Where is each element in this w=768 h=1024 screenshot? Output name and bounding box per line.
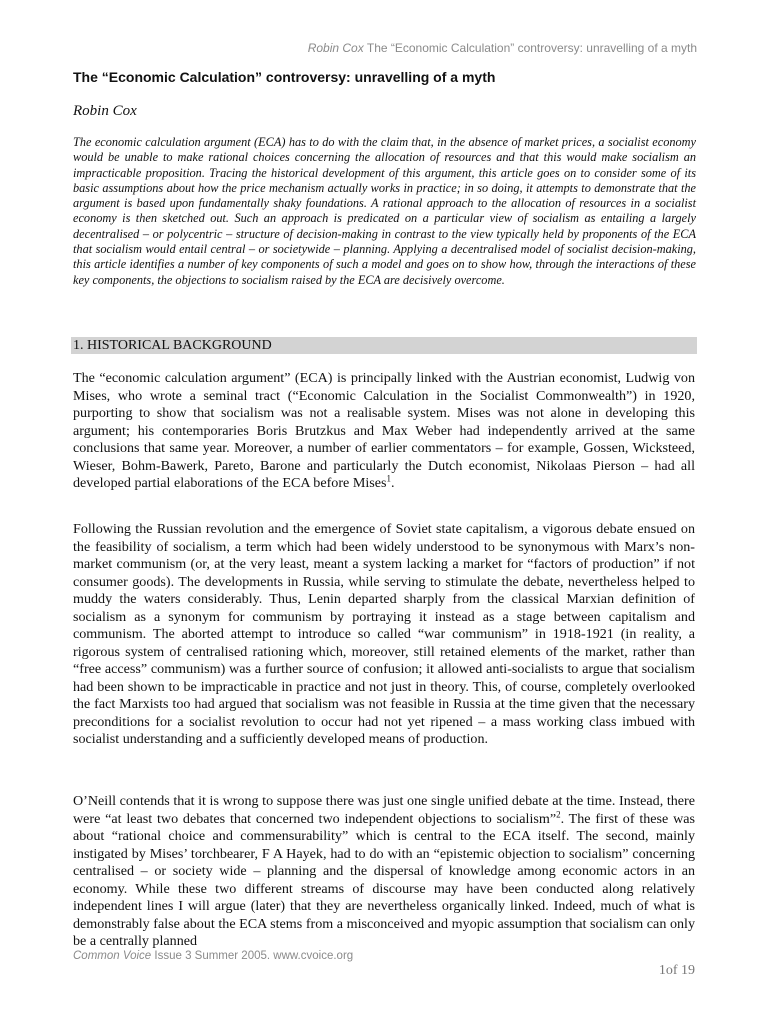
page-number: 1of 19 (658, 963, 695, 978)
footer-publication: Common Voice (73, 950, 152, 962)
paragraph-text-before: O’Neill contends that it is wrong to suppose there was just one single unified debate at the time. Instead, there were “at least two debates that concerned two independent objections to socialism” (73, 793, 695, 827)
footnote-ref-1[interactable]: 1 (386, 473, 391, 484)
running-header-author: Robin Cox (307, 41, 364, 55)
page-footer (73, 950, 353, 962)
body-paragraph-3 (73, 793, 695, 951)
article-title: The “Economic Calculation” controversy: unravelling of a myth (73, 69, 496, 85)
section-heading: 1. HISTORICAL BACKGROUND (73, 338, 272, 353)
paragraph-text: Following the Russian revolution and the emergence of Soviet state capitalism, a vigorous debate ensued on the feasibility of socialism, a term which had been widely understood to be synonymous with Marx’s non-market communism (or, at the very least, meant a system lacking a market for “factors of production” if not consumer goods). The developments in Russia, while serving to stimulate the debate, nevertheless helped to muddy the waters considerably. Thus, Lenin departed sharply from the classical Marxian definition of socialism as a synonym for communism by portraying it instead as a stage between capitalism and communism. The aborted attempt to introduce so called “war communism” in 1918-1921 (in reality, a rigorous system of centralised rationing which, moreover, still retained elements of the market, rather than “free access” communism) was a further source of confusion; it allowed anti-socialists to argue that socialism had been shown to be impracticable in practice and not just in theory. This, of course, completely overlooked the fact Marxists too had argued that socialism was not feasible in Russia at the time given that the necessary preconditions for a socialist revolution to occur had not yet ripened – a mass working class imbued with socialist understanding and a sufficiently developed means of production. (73, 521, 695, 747)
paragraph-text-after: . The first of these was about “rational choice and commensurability” which is central to the ECA itself. The second, mainly instigated by Mises’ torchbearer, F A Hayek, had to do with an “epistemic objection to socialism” concerning centralised – or society wide – planning and the dispersal of knowledge among economic actors in an economy. While these two different streams of discourse may have been conducted along relatively independent lines I will argue (later) that they are nevertheless organically linked. Indeed, much of what is demonstrably false about the ECA stems from a misconceived and myopic assumption that socialism can only be a centrally planned (73, 810, 695, 949)
body-paragraph-2 (73, 521, 695, 749)
footer-issue: Issue 3 Summer 2005. www.cvoice.org (154, 950, 354, 962)
footnote-ref-2[interactable]: 2 (556, 808, 561, 819)
paragraph-text: The “economic calculation argument” (ECA) is principally linked with the Austrian economist, Ludwig von Mises, who wrote a seminal tract (“Economic Calculation in the Socialist Commonwealth”) in 1920, purporting to show that socialism was not a realisable system. Mises was not alone in developing this argument; his contemporaries Boris Brutzkus and Max Weber had independently arrived at the same conclusions that same year. Moreover, a number of earlier commentators – for example, Gossen, Wicksteed, Wieser, Bohm-Bawerk, Pareto, Barone and particularly the Dutch economist, Nikolaas Pierson – had all developed partial elaborations of the ECA before Mises (73, 370, 695, 491)
paragraph-tail: . (391, 475, 395, 491)
article-author: Robin Cox (73, 103, 137, 119)
article-abstract: The economic calculation argument (ECA) has to do with the claim that, in the absence of market prices, a socialist economy would be unable to make rational choices concerning the allocation of resources and that this would make socialism an impracticable proposition. Tracing the historical development of this argument, this article goes on to consider some of its basic assumptions about how the price mechanism actually works in practice; in so doing, it attempts to demonstrate that the argument is based upon fundamentally shaky foundations. A rational approach to the allocation of resources in a socialist economy is then sketched out. Such an approach is predicated on a particular view of socialism as entailing a largely decentralised – or polycentric – structure of decision-making in contrast to the view typically held by proponents of the ECA that socialism would entail central – or societywide – planning. Applying a decentralised model of socialist decision-making, this article identifies a number of key components of such a model and goes on to show how, through the interactions of these key components, the objections to socialism raised by the ECA are decisively overcome. (73, 135, 696, 287)
body-paragraph-1 (73, 370, 695, 493)
running-header (308, 41, 697, 55)
running-header-title: The “Economic Calculation” controversy: unravelling of a myth (366, 41, 697, 55)
